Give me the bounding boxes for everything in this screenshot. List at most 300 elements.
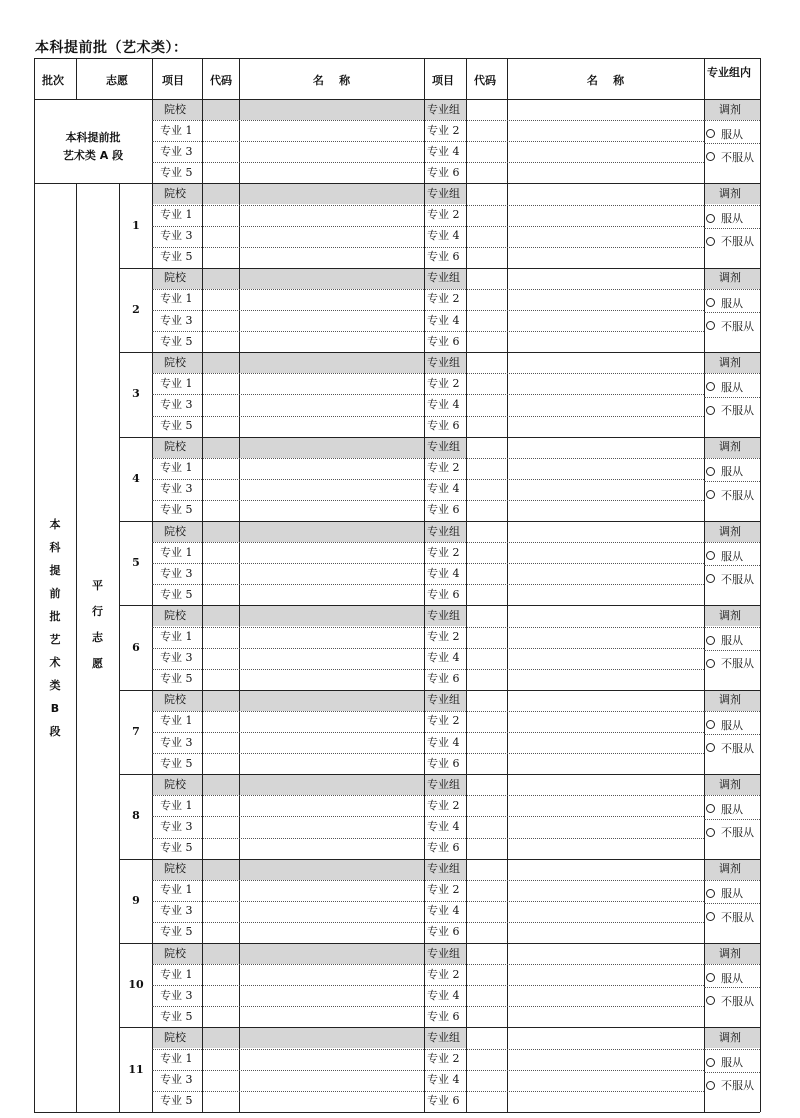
wish-10-major3-label: 专业 3 <box>160 988 193 1002</box>
wish-7-major6-label: 专业 6 <box>427 756 460 770</box>
row-divider <box>152 795 704 796</box>
batch-label-char: B <box>50 702 60 716</box>
row-divider <box>152 162 704 163</box>
wish-11-school-row-shade <box>153 1028 466 1048</box>
batch-label-char: 类 <box>49 679 61 693</box>
wish-11-major1-label: 专业 1 <box>160 1052 193 1066</box>
wish-number: 1 <box>132 218 140 232</box>
grid-line <box>704 1027 705 1111</box>
grid-line <box>704 943 705 1027</box>
wish-11-school-label: 院校 <box>164 1030 186 1044</box>
wish-5-major4-label: 专业 4 <box>427 566 460 580</box>
row-divider <box>152 289 704 290</box>
row-divider <box>152 584 704 585</box>
row-divider <box>152 226 704 227</box>
grid-line <box>704 268 705 352</box>
wish-7-group-label: 专业组 <box>427 693 460 707</box>
wish-3-school-label: 院校 <box>164 355 186 369</box>
row-divider <box>704 481 760 482</box>
batch-label-char: 批 <box>49 610 61 624</box>
wish-9-school-label: 院校 <box>164 862 186 876</box>
row-divider <box>152 627 704 628</box>
batch-label-char: 艺 <box>49 633 61 647</box>
wish-6-group-label: 专业组 <box>427 608 460 622</box>
wish-label-char: 平 <box>92 579 103 593</box>
row-divider <box>152 205 704 206</box>
row-divider <box>704 903 760 904</box>
wish-8-not-obey-option[interactable] <box>706 824 754 840</box>
wish-3-major6-label: 专业 6 <box>427 419 460 433</box>
section-a-major5-label: 专业 5 <box>160 165 193 179</box>
wish-number: 4 <box>132 471 140 485</box>
wish-4-school-row-shade <box>153 438 466 458</box>
wish-1-adjust-label: 调剂 <box>719 186 741 200</box>
wish-3-major1-label: 专业 1 <box>160 376 193 390</box>
row-divider <box>704 627 760 628</box>
row-divider <box>152 500 704 501</box>
wish-5-major3-label: 专业 3 <box>160 566 193 580</box>
section-a-not-obey-option[interactable] <box>706 149 754 165</box>
row-divider <box>152 816 704 817</box>
wish-7-major4-label: 专业 4 <box>427 735 460 749</box>
radio-circle-icon[interactable] <box>706 321 715 330</box>
wish-2-not-obey-option[interactable] <box>706 318 754 334</box>
radio-circle-icon[interactable] <box>706 382 715 391</box>
grid-line <box>466 58 467 99</box>
wish-1-major3-label: 专业 3 <box>160 229 193 243</box>
wish-5-major6-label: 专业 6 <box>427 587 460 601</box>
wish-10-not-obey-option[interactable] <box>706 993 754 1009</box>
radio-label: 服从 <box>721 127 743 141</box>
header-wish: 志愿 <box>106 74 128 87</box>
grid-line <box>704 690 705 774</box>
wish-11-major2-label: 专业 2 <box>427 1052 460 1066</box>
header-name: 名 称 <box>312 74 351 87</box>
wish-5-school-label: 院校 <box>164 524 186 538</box>
wish-7-school-label: 院校 <box>164 693 186 707</box>
wish-5-major5-label: 专业 5 <box>160 587 193 601</box>
radio-label: 不服从 <box>721 1079 754 1093</box>
wish-4-major4-label: 专业 4 <box>427 482 460 496</box>
wish-10-major5-label: 专业 5 <box>160 1009 193 1023</box>
row-divider <box>704 458 760 459</box>
radio-circle-icon[interactable] <box>706 743 715 752</box>
wish-number: 8 <box>132 809 140 823</box>
section-a-major4-label: 专业 4 <box>427 144 460 158</box>
wish-4-major6-label: 专业 6 <box>427 503 460 517</box>
wish-label-char: 愿 <box>92 657 103 671</box>
section-a-school-row-shade <box>153 100 466 120</box>
wish-9-school-row-shade <box>153 860 466 880</box>
application-form-table <box>34 58 760 1112</box>
row-divider <box>704 289 760 290</box>
section-a-line2: 艺术类 A 段 <box>62 149 124 162</box>
radio-label: 服从 <box>721 465 743 479</box>
wish-3-group-label: 专业组 <box>427 355 460 369</box>
row-divider <box>152 1070 704 1071</box>
row-divider <box>704 795 760 796</box>
wish-1-major4-label: 专业 4 <box>427 229 460 243</box>
grid-line <box>704 774 705 858</box>
wish-number: 10 <box>128 978 144 992</box>
wish-5-not-obey-option[interactable] <box>706 571 754 587</box>
row-divider <box>704 650 760 651</box>
section-a-group-label: 专业组 <box>427 102 460 116</box>
radio-circle-icon[interactable] <box>706 828 715 837</box>
row-divider <box>704 228 760 229</box>
wish-5-major2-label: 专业 2 <box>427 545 460 559</box>
grid-line <box>424 58 425 99</box>
batch-label-char: 提 <box>49 564 61 578</box>
row-divider <box>152 711 704 712</box>
row-divider <box>704 1072 760 1073</box>
header-batch: 批次 <box>42 74 64 87</box>
row-divider <box>704 373 760 374</box>
radio-circle-icon[interactable] <box>706 237 715 246</box>
wish-5-obey-option[interactable] <box>706 548 743 564</box>
wish-10-major2-label: 专业 2 <box>427 967 460 981</box>
header-name-2: 名 称 <box>586 74 625 87</box>
section-b-divider <box>119 183 120 1112</box>
wish-7-adjust-label: 调剂 <box>719 693 741 707</box>
batch-label-char: 术 <box>49 656 61 670</box>
radio-label: 服从 <box>721 1056 743 1070</box>
wish-3-adjust-label: 调剂 <box>719 355 741 369</box>
wish-2-adjust-label: 调剂 <box>719 271 741 285</box>
header-adjust: 专业组内 <box>707 66 751 79</box>
radio-circle-icon[interactable] <box>706 406 715 415</box>
radio-circle-icon[interactable] <box>706 152 715 161</box>
wish-7-not-obey-option[interactable] <box>706 740 754 756</box>
row-divider <box>152 120 704 121</box>
row-divider <box>152 838 704 839</box>
wish-8-school-row-shade <box>153 775 466 795</box>
wish-2-obey-option[interactable] <box>706 295 743 311</box>
wish-3-school-row-shade <box>153 353 466 373</box>
radio-label: 不服从 <box>721 319 754 333</box>
radio-label: 不服从 <box>721 235 754 249</box>
radio-label: 不服从 <box>721 657 754 671</box>
radio-circle-icon[interactable] <box>706 720 715 729</box>
wish-10-major4-label: 专业 4 <box>427 988 460 1002</box>
wish-4-major2-label: 专业 2 <box>427 461 460 475</box>
row-divider <box>704 312 760 313</box>
row-divider <box>152 416 704 417</box>
row-divider <box>152 901 704 902</box>
radio-label: 不服从 <box>721 741 754 755</box>
wish-6-major1-label: 专业 1 <box>160 630 193 644</box>
wish-6-major2-label: 专业 2 <box>427 630 460 644</box>
radio-circle-icon[interactable] <box>706 912 715 921</box>
wish-8-major5-label: 专业 5 <box>160 841 193 855</box>
section-a-major1-label: 专业 1 <box>160 123 193 137</box>
row-divider <box>152 648 704 649</box>
row-divider <box>152 563 704 564</box>
wish-8-obey-option[interactable] <box>706 801 743 817</box>
wish-9-not-obey-option[interactable] <box>706 909 754 925</box>
grid-line <box>76 58 77 99</box>
wish-6-major6-label: 专业 6 <box>427 672 460 686</box>
wish-6-school-label: 院校 <box>164 608 186 622</box>
wish-number: 5 <box>132 556 140 570</box>
radio-circle-icon[interactable] <box>706 889 715 898</box>
row-divider <box>152 732 704 733</box>
row-divider <box>704 143 760 144</box>
wish-10-group-label: 专业组 <box>427 946 460 960</box>
wish-4-obey-option[interactable] <box>706 463 743 479</box>
radio-label: 服从 <box>721 802 743 816</box>
wish-3-obey-option[interactable] <box>706 379 743 395</box>
wish-9-major1-label: 专业 1 <box>160 883 193 897</box>
header-item-2: 项目 <box>432 74 454 87</box>
wish-11-not-obey-option[interactable] <box>706 1077 754 1093</box>
radio-circle-icon[interactable] <box>706 1081 715 1090</box>
wish-2-school-row-shade <box>153 269 466 289</box>
wish-4-adjust-label: 调剂 <box>719 440 741 454</box>
wish-1-school-row-shade <box>153 184 466 204</box>
wish-7-major1-label: 专业 1 <box>160 714 193 728</box>
wish-label-char: 志 <box>92 631 103 645</box>
row-divider <box>152 1006 704 1007</box>
row-divider <box>704 120 760 121</box>
row-divider <box>152 922 704 923</box>
row-divider <box>704 734 760 735</box>
wish-4-group-label: 专业组 <box>427 440 460 454</box>
row-divider <box>152 141 704 142</box>
row-divider <box>704 205 760 206</box>
row-divider <box>704 964 760 965</box>
row-divider <box>152 458 704 459</box>
wish-9-major6-label: 专业 6 <box>427 925 460 939</box>
table-border-right <box>760 58 761 1112</box>
grid-line <box>704 99 705 183</box>
wish-number: 11 <box>128 1062 144 1076</box>
wish-6-adjust-label: 调剂 <box>719 608 741 622</box>
radio-label: 服从 <box>721 718 743 732</box>
wish-11-major3-label: 专业 3 <box>160 1073 193 1087</box>
grid-line <box>704 437 705 521</box>
wish-10-major1-label: 专业 1 <box>160 967 193 981</box>
radio-label: 服从 <box>721 887 743 901</box>
wish-3-major5-label: 专业 5 <box>160 419 193 433</box>
section-b-wish-label <box>76 573 119 677</box>
row-divider <box>152 964 704 965</box>
grid-line <box>119 1112 760 1113</box>
wish-5-major1-label: 专业 1 <box>160 545 193 559</box>
radio-circle-icon[interactable] <box>706 467 715 476</box>
wish-7-major3-label: 专业 3 <box>160 735 193 749</box>
wish-2-major1-label: 专业 1 <box>160 292 193 306</box>
wish-8-major6-label: 专业 6 <box>427 841 460 855</box>
wish-number: 9 <box>132 893 140 907</box>
wish-6-not-obey-option[interactable] <box>706 655 754 671</box>
batch-label-char: 前 <box>49 587 61 601</box>
wish-2-school-label: 院校 <box>164 271 186 285</box>
wish-8-school-label: 院校 <box>164 777 186 791</box>
page-title: 本科提前批（艺术类）： <box>35 40 188 56</box>
wish-1-school-label: 院校 <box>164 186 186 200</box>
wish-number: 3 <box>132 387 140 401</box>
grid-line <box>152 58 153 99</box>
row-divider <box>152 753 704 754</box>
grid-line <box>704 521 705 605</box>
wish-9-major3-label: 专业 3 <box>160 904 193 918</box>
radio-circle-icon[interactable] <box>706 1058 715 1067</box>
wish-1-major6-label: 专业 6 <box>427 250 460 264</box>
wish-10-obey-option[interactable] <box>706 970 743 986</box>
wish-4-major5-label: 专业 5 <box>160 503 193 517</box>
wish-2-major2-label: 专业 2 <box>427 292 460 306</box>
header-code: 代码 <box>210 74 232 87</box>
table-border-top <box>34 58 760 59</box>
wish-2-major3-label: 专业 3 <box>160 313 193 327</box>
radio-label: 服从 <box>721 296 743 310</box>
row-divider <box>152 1091 704 1092</box>
wish-3-major2-label: 专业 2 <box>427 376 460 390</box>
header-item: 项目 <box>162 74 184 87</box>
wish-number: 7 <box>132 725 140 738</box>
radio-label: 服从 <box>721 380 743 394</box>
row-divider <box>152 247 704 248</box>
wish-9-obey-option[interactable] <box>706 885 743 901</box>
radio-label: 不服从 <box>721 488 754 502</box>
wish-11-major5-label: 专业 5 <box>160 1094 193 1108</box>
wish-1-not-obey-option[interactable] <box>706 233 754 249</box>
wish-11-major6-label: 专业 6 <box>427 1094 460 1108</box>
radio-label: 服从 <box>721 212 743 226</box>
wish-number: 6 <box>132 640 140 654</box>
radio-circle-icon[interactable] <box>706 973 715 982</box>
wish-7-major2-label: 专业 2 <box>427 714 460 728</box>
row-divider <box>704 819 760 820</box>
wish-2-major6-label: 专业 6 <box>427 334 460 348</box>
wish-10-school-label: 院校 <box>164 946 186 960</box>
section-b-batch-label <box>34 513 76 743</box>
radio-label: 不服从 <box>721 150 754 164</box>
wish-4-major1-label: 专业 1 <box>160 461 193 475</box>
radio-circle-icon[interactable] <box>706 659 715 668</box>
wish-1-group-label: 专业组 <box>427 186 460 200</box>
wish-10-school-row-shade <box>153 944 466 964</box>
wish-1-major1-label: 专业 1 <box>160 208 193 222</box>
wish-5-school-row-shade <box>153 522 466 542</box>
wish-6-obey-option[interactable] <box>706 632 743 648</box>
radio-circle-icon[interactable] <box>706 298 715 307</box>
radio-circle-icon[interactable] <box>706 129 715 138</box>
wish-11-adjust-label: 调剂 <box>719 1030 741 1044</box>
row-divider <box>152 394 704 395</box>
radio-label: 不服从 <box>721 572 754 586</box>
grid-line <box>704 859 705 943</box>
wish-4-not-obey-option[interactable] <box>706 487 754 503</box>
radio-circle-icon[interactable] <box>706 996 715 1005</box>
radio-circle-icon[interactable] <box>706 804 715 813</box>
radio-label: 服从 <box>721 549 743 563</box>
wish-5-group-label: 专业组 <box>427 524 460 538</box>
row-divider <box>704 1049 760 1050</box>
radio-circle-icon[interactable] <box>706 574 715 583</box>
grid-line <box>704 605 705 689</box>
grid-line <box>202 58 203 99</box>
radio-circle-icon[interactable] <box>706 636 715 645</box>
header-code-2: 代码 <box>474 74 496 87</box>
wish-9-major5-label: 专业 5 <box>160 925 193 939</box>
wish-3-major3-label: 专业 3 <box>160 397 193 411</box>
grid-line <box>704 183 705 267</box>
row-divider <box>152 479 704 480</box>
wish-number: 2 <box>132 303 140 316</box>
row-divider <box>152 542 704 543</box>
wish-9-adjust-label: 调剂 <box>719 862 741 876</box>
wish-2-major4-label: 专业 4 <box>427 313 460 327</box>
wish-3-major4-label: 专业 4 <box>427 397 460 411</box>
wish-10-adjust-label: 调剂 <box>719 946 741 960</box>
section-a-school-label: 院校 <box>164 102 186 116</box>
wish-8-major3-label: 专业 3 <box>160 819 193 833</box>
radio-label: 服从 <box>721 634 743 648</box>
wish-8-major4-label: 专业 4 <box>427 819 460 833</box>
wish-8-adjust-label: 调剂 <box>719 777 741 791</box>
row-divider <box>152 331 704 332</box>
row-divider <box>152 1049 704 1050</box>
batch-label-char: 本 <box>49 518 61 532</box>
section-a-major2-label: 专业 2 <box>427 123 460 137</box>
wish-6-major5-label: 专业 5 <box>160 672 193 686</box>
section-a-major6-label: 专业 6 <box>427 165 460 179</box>
wish-5-adjust-label: 调剂 <box>719 524 741 538</box>
wish-9-major4-label: 专业 4 <box>427 904 460 918</box>
wish-8-group-label: 专业组 <box>427 777 460 791</box>
wish-2-group-label: 专业组 <box>427 271 460 285</box>
row-divider <box>152 310 704 311</box>
wish-10-major6-label: 专业 6 <box>427 1009 460 1023</box>
wish-9-major2-label: 专业 2 <box>427 883 460 897</box>
wish-2-major5-label: 专业 5 <box>160 334 193 348</box>
wish-7-school-row-shade <box>153 691 466 711</box>
radio-circle-icon[interactable] <box>706 214 715 223</box>
wish-7-obey-option[interactable] <box>706 717 743 733</box>
radio-circle-icon[interactable] <box>706 490 715 499</box>
radio-label: 不服从 <box>721 404 754 418</box>
wish-4-school-label: 院校 <box>164 440 186 454</box>
section-a-obey-option[interactable] <box>706 126 743 142</box>
wish-4-major3-label: 专业 3 <box>160 482 193 496</box>
row-divider <box>152 373 704 374</box>
wish-1-major5-label: 专业 5 <box>160 250 193 264</box>
radio-label: 不服从 <box>721 994 754 1008</box>
section-a-major3-label: 专业 3 <box>160 144 193 158</box>
grid-line <box>704 58 705 99</box>
row-divider <box>704 565 760 566</box>
wish-11-group-label: 专业组 <box>427 1030 460 1044</box>
radio-circle-icon[interactable] <box>706 551 715 560</box>
section-a-adjust-label: 调剂 <box>719 102 741 116</box>
row-divider <box>152 669 704 670</box>
wish-8-major2-label: 专业 2 <box>427 798 460 812</box>
wish-8-major1-label: 专业 1 <box>160 798 193 812</box>
section-a-line1: 本科提前批 <box>65 131 121 144</box>
row-divider <box>704 987 760 988</box>
wish-9-group-label: 专业组 <box>427 862 460 876</box>
wish-11-major4-label: 专业 4 <box>427 1073 460 1087</box>
wish-1-obey-option[interactable] <box>706 210 743 226</box>
wish-label-char: 行 <box>92 605 103 619</box>
wish-11-obey-option[interactable] <box>706 1054 743 1070</box>
row-divider <box>152 985 704 986</box>
radio-label: 不服从 <box>721 826 754 840</box>
wish-3-not-obey-option[interactable] <box>706 402 754 418</box>
wish-1-major2-label: 专业 2 <box>427 208 460 222</box>
